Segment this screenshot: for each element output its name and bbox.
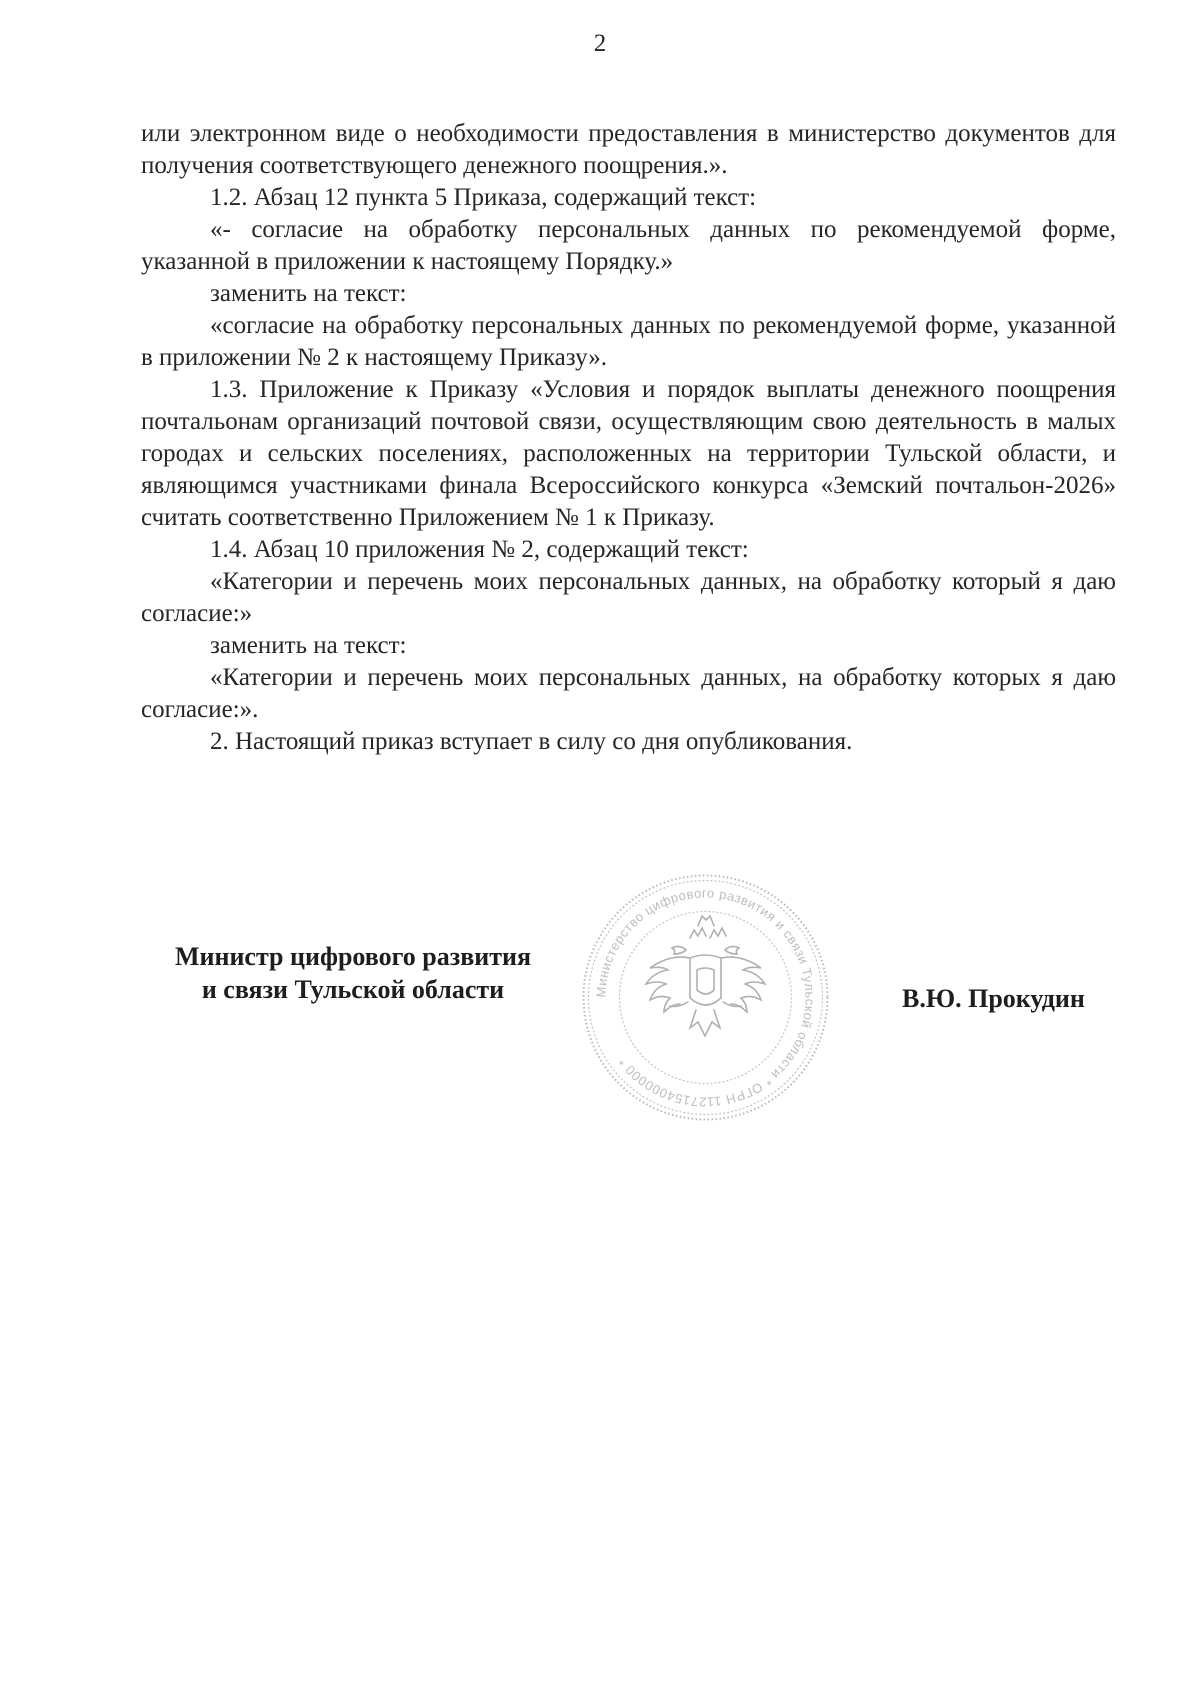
paragraph: заменить на текст:: [210, 280, 407, 307]
paragraph: «- согласие на обработку персональных данных по рекомендуемой форме, указанной в приложении к настоящему Порядку.»: [141, 216, 1116, 275]
paragraph: «Категории и перечень моих персональных данных, на обработку которых я даю согласие:».: [141, 664, 1116, 723]
paragraph: 1.2. Абзац 12 пункта 5 Приказа, содержащий текст:: [210, 184, 757, 211]
official-seal-stamp: [578, 870, 833, 1125]
document-body: [141, 118, 1116, 758]
stamp-ring-text: Министерство цифрового развития и связи Тульской области * ОГРН 1127154000000 *: [593, 885, 818, 1110]
signatory-title-line: Министр цифрового развития: [174, 942, 532, 971]
paragraph: «Категории и перечень моих персональных данных, на обработку который я даю согласие:»: [141, 568, 1116, 627]
double-headed-eagle-icon: [646, 916, 765, 1036]
page-number: 2: [593, 30, 607, 57]
paragraph: или электронном виде о необходимости предоставления в министерство документов для получения соответствующего денежного поощрения.».: [141, 120, 1116, 179]
signatory-title: [143, 940, 563, 1006]
signatory-name: В.Ю. Прокудин: [902, 984, 1085, 1013]
paragraph: 1.3. Приложение к Приказу «Условия и порядок выплаты денежного поощрения почтальонам организаций почтовой связи, осуществляющим свою деятельность в малых городах и сельских поселениях, расположенных на территории Тульской области, и являющимся участниками финала Всероссийского конкурса «Земский почтальон-2026» считать соответственно Приложением № 1 к Приказу.: [141, 376, 1116, 531]
paragraph: заменить на текст:: [210, 632, 407, 659]
paragraph: 2. Настоящий приказ вступает в силу со дня опубликования.: [210, 728, 853, 755]
paragraph: «согласие на обработку персональных данных по рекомендуемой форме, указанной в приложении № 2 к настоящему Приказу».: [141, 312, 1116, 371]
stamp-graphic: [578, 870, 833, 1125]
signatory-title-line: и связи Тульской области: [201, 975, 505, 1004]
paragraph: 1.4. Абзац 10 приложения № 2, содержащий текст:: [210, 536, 749, 563]
